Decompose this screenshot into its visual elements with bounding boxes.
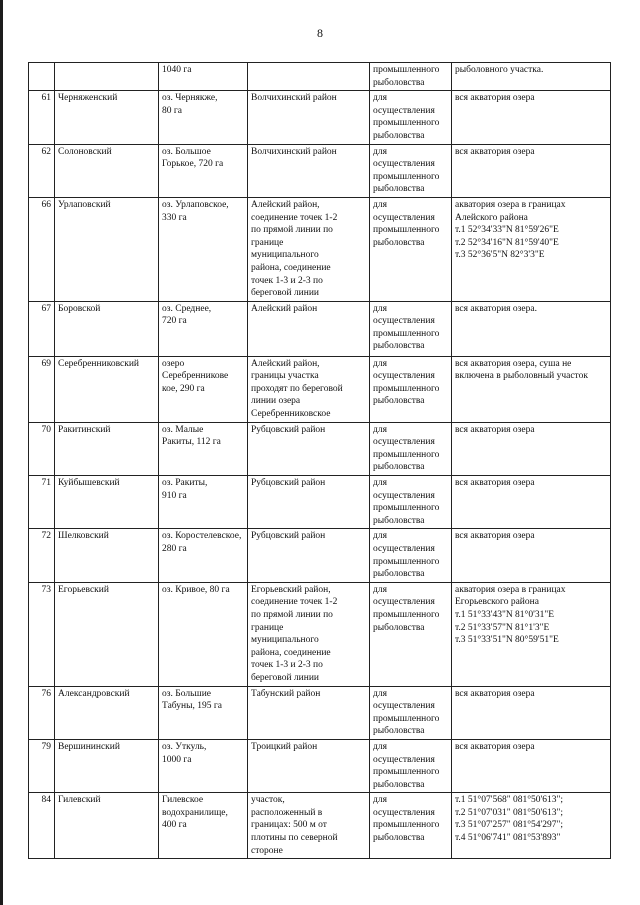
table-row <box>29 63 611 91</box>
row-number: 76 <box>29 686 55 739</box>
row-number: 67 <box>29 301 55 356</box>
location: участок, расположенный в границах: 500 м от плотины по северной стороне <box>248 793 370 859</box>
water-body: оз. Большие Табуны, 195 га <box>159 686 248 739</box>
location: Егорьевский район, соединение точек 1-2 по прямой линии по границе муниципального района, соединение точек 1-3 и 2-3 по береговой линии <box>248 582 370 686</box>
location <box>248 63 370 91</box>
water-body: оз. Большое Горькое, 720 га <box>159 144 248 197</box>
row-number: 84 <box>29 793 55 859</box>
boundaries: вся акватория озера <box>452 422 611 475</box>
boundaries: вся акватория озера <box>452 476 611 529</box>
table-row <box>29 422 611 475</box>
fishing-areas-table <box>28 62 611 859</box>
location: Волчихинский район <box>248 144 370 197</box>
table-row <box>29 582 611 686</box>
water-body: 1040 га <box>159 63 248 91</box>
purpose: для осуществления промышленного рыболовства <box>370 91 452 144</box>
boundaries: рыболовного участка. <box>452 63 611 91</box>
water-body: оз. Урлаповское, 330 га <box>159 197 248 301</box>
water-body: Гилевское водохранилище, 400 га <box>159 793 248 859</box>
water-body: оз. Среднее, 720 га <box>159 301 248 356</box>
row-number: 72 <box>29 529 55 582</box>
row-number: 73 <box>29 582 55 686</box>
purpose: для осуществления промышленного рыболовства <box>370 197 452 301</box>
boundaries: вся акватория озера <box>452 144 611 197</box>
location: Рубцовский район <box>248 422 370 475</box>
page-number: 8 <box>317 26 323 40</box>
water-body: оз. Уткуль, 1000 га <box>159 739 248 792</box>
purpose: для осуществления промышленного рыболовства <box>370 739 452 792</box>
location: Троицкий район <box>248 739 370 792</box>
row-number: 62 <box>29 144 55 197</box>
purpose: для осуществления промышленного рыболовства <box>370 422 452 475</box>
purpose: для осуществления промышленного рыболовства <box>370 301 452 356</box>
table-row <box>29 739 611 792</box>
area-name: Солоновский <box>55 144 159 197</box>
row-number: 69 <box>29 356 55 422</box>
area-name: Ракитинский <box>55 422 159 475</box>
water-body: оз. Малые Ракиты, 112 га <box>159 422 248 475</box>
area-name: Серебренниковский <box>55 356 159 422</box>
water-body: оз. Ракиты, 910 га <box>159 476 248 529</box>
purpose: промышленного рыболовства <box>370 63 452 91</box>
boundaries: вся акватория озера. <box>452 301 611 356</box>
water-body: оз. Чернякже, 80 га <box>159 91 248 144</box>
boundaries: акватория озера в границах Алейского района т.1 52°34'33"N 81°59'26"E т.2 52°34'16"N 81°59'40"E т.3 52°36'5"N 82°3'3"E <box>452 197 611 301</box>
purpose: для осуществления промышленного рыболовства <box>370 476 452 529</box>
area-name: Урлаповский <box>55 197 159 301</box>
location: Алейский район <box>248 301 370 356</box>
boundaries: вся акватория озера <box>452 686 611 739</box>
location: Рубцовский район <box>248 476 370 529</box>
area-name: Александровский <box>55 686 159 739</box>
water-body: озеро Серебренникове кое, 290 га <box>159 356 248 422</box>
boundaries: вся акватория озера <box>452 529 611 582</box>
table-row <box>29 686 611 739</box>
table-row <box>29 476 611 529</box>
location: Табунский район <box>248 686 370 739</box>
boundaries: вся акватория озера <box>452 739 611 792</box>
boundaries: т.1 51°07'568" 081°50'613"; т.2 51°07'031" 081°50'613"; т.3 51°07'257" 081°54'297"; т.4 51°06'741" 081°53'893" <box>452 793 611 859</box>
area-name: Черняженский <box>55 91 159 144</box>
area-name <box>55 63 159 91</box>
row-number: 79 <box>29 739 55 792</box>
area-name: Боровской <box>55 301 159 356</box>
location: Алейский район, границы участка проходят по береговой линии озера Серебренниковское <box>248 356 370 422</box>
area-name: Вершининский <box>55 739 159 792</box>
area-name: Шелковский <box>55 529 159 582</box>
row-number: 70 <box>29 422 55 475</box>
area-name: Гилевский <box>55 793 159 859</box>
purpose: для осуществления промышленного рыболовства <box>370 582 452 686</box>
row-number: 61 <box>29 91 55 144</box>
boundaries: акватория озера в границах Егорьевского района т.1 51°33'43"N 81°0'31"E т.2 51°33'57"N 81°1'3"E т.3 51°33'51"N 80°59'51"E <box>452 582 611 686</box>
row-number: 66 <box>29 197 55 301</box>
table-row <box>29 144 611 197</box>
boundaries: вся акватория озера <box>452 91 611 144</box>
location: Рубцовский район <box>248 529 370 582</box>
purpose: для осуществления промышленного рыболовства <box>370 356 452 422</box>
table-row <box>29 529 611 582</box>
purpose: для осуществления промышленного рыболовства <box>370 529 452 582</box>
area-name: Куйбышевский <box>55 476 159 529</box>
location: Волчихинский район <box>248 91 370 144</box>
purpose: для осуществления промышленного рыболовства <box>370 144 452 197</box>
row-number: 71 <box>29 476 55 529</box>
purpose: для осуществления промышленного рыболовства <box>370 793 452 859</box>
water-body: оз. Кривое, 80 га <box>159 582 248 686</box>
table-row <box>29 793 611 859</box>
table-row <box>29 91 611 144</box>
table-row <box>29 197 611 301</box>
row-number <box>29 63 55 91</box>
scan-edge <box>0 0 3 905</box>
area-name: Егорьевский <box>55 582 159 686</box>
location: Алейский район, соединение точек 1-2 по прямой линии по границе муниципального района, соединение точек 1-3 и 2-3 по береговой линии <box>248 197 370 301</box>
boundaries: вся акватория озера, суша не включена в рыболовный участок <box>452 356 611 422</box>
water-body: оз. Коростелевское, 280 га <box>159 529 248 582</box>
table-row <box>29 356 611 422</box>
purpose: для осуществления промышленного рыболовства <box>370 686 452 739</box>
table-row <box>29 301 611 356</box>
